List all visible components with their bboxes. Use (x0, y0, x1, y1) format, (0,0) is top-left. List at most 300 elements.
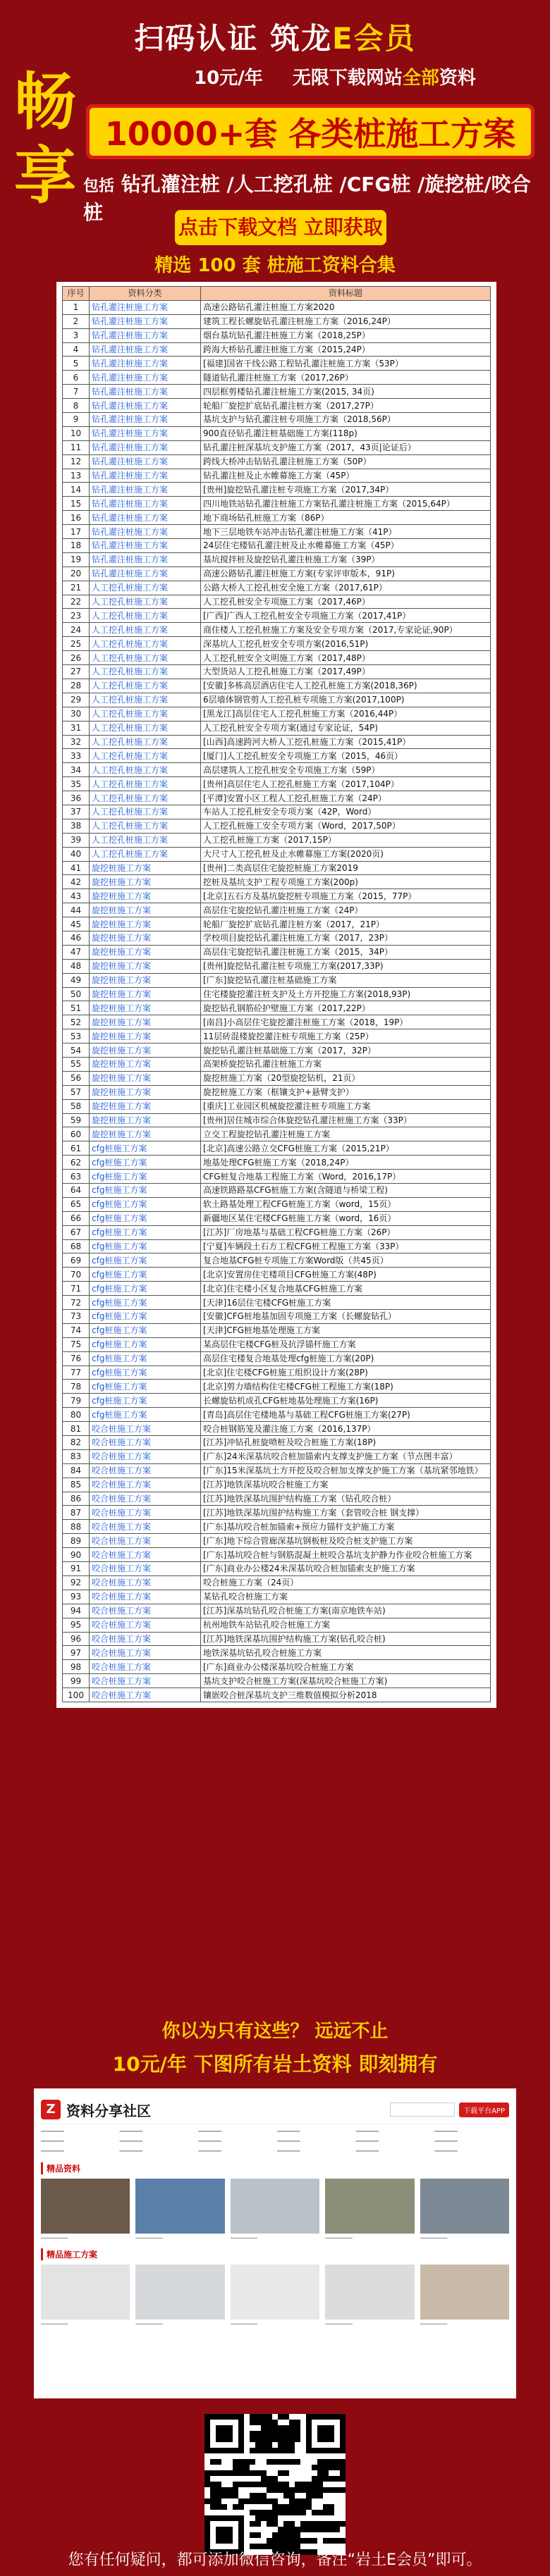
row-index: 82 (63, 1436, 90, 1450)
row-title: 车站人工挖孔桩安全专项方案（42P，Word） (201, 805, 491, 819)
row-index: 60 (63, 1127, 90, 1141)
row-title: 烟台基坑钻孔灌注桩施工方案（2018,25P） (201, 328, 491, 342)
row-category-link[interactable]: 咬合桩施工方案 (90, 1590, 201, 1604)
row-category-link[interactable]: 咬合桩施工方案 (90, 1534, 201, 1548)
qr-module (216, 2487, 221, 2493)
thumbnail-caption-placeholder: ──────── (420, 2321, 448, 2327)
row-index: 77 (63, 1366, 90, 1380)
logo-icon: Z (41, 2100, 61, 2119)
row-category-link[interactable]: 旋挖桩施工方案 (90, 1127, 201, 1141)
row-category-link[interactable]: 人工挖孔桩施工方案 (90, 679, 201, 693)
row-title: [北京]五石方及基坑旋挖桩专项施工方案（2015，77P） (201, 889, 491, 903)
qr-module (295, 2510, 300, 2515)
app-download-button[interactable]: 下载平台APP (459, 2103, 509, 2117)
row-index: 29 (63, 693, 90, 707)
qr-module (283, 2448, 289, 2453)
table-row (63, 721, 491, 735)
row-category-link[interactable]: 咬合桩施工方案 (90, 1422, 201, 1436)
qr-module (261, 2414, 267, 2420)
qr-module (329, 2538, 334, 2544)
row-category-link[interactable]: 钻孔灌注桩施工方案 (90, 539, 201, 553)
table-row (63, 1296, 491, 1310)
row-category-link[interactable]: 旋挖桩施工方案 (90, 1057, 201, 1071)
row-category-link[interactable]: 人工挖孔桩施工方案 (90, 721, 201, 735)
thumbnail-image (135, 2179, 224, 2234)
row-title: [黑龙江]高层住宅人工挖孔桩施工方案（2016,44P） (201, 707, 491, 721)
row-category-link[interactable]: 咬合桩施工方案 (90, 1618, 201, 1632)
row-category-link[interactable]: 旋挖桩施工方案 (90, 945, 201, 959)
qr-finder-pattern (216, 2425, 233, 2442)
qr-module (261, 2498, 267, 2504)
row-category-link[interactable]: 人工挖孔桩施工方案 (90, 735, 201, 749)
row-category-link[interactable]: 旋挖桩施工方案 (90, 1099, 201, 1113)
row-category-link[interactable]: 人工挖孔桩施工方案 (90, 833, 201, 847)
row-category-link[interactable]: 钻孔灌注桩施工方案 (90, 385, 201, 399)
qr-module (221, 2504, 227, 2510)
row-index: 100 (63, 1688, 90, 1702)
table-row (63, 805, 491, 819)
table-row (63, 637, 491, 651)
row-category-link[interactable]: 咬合桩施工方案 (90, 1506, 201, 1520)
qr-module (300, 2487, 306, 2493)
qr-module (238, 2498, 244, 2504)
row-category-link[interactable]: 旋挖桩施工方案 (90, 903, 201, 917)
qr-module (261, 2515, 267, 2521)
qr-module (278, 2459, 283, 2465)
row-category-link[interactable]: 钻孔灌注桩施工方案 (90, 371, 201, 385)
qr-module (272, 2532, 278, 2538)
row-title: 四川地铁站钻孔灌注桩施工方案钻孔灌注桩施工方案（2015,64P） (201, 497, 491, 511)
qr-module (283, 2442, 289, 2448)
row-category-link[interactable]: 咬合桩施工方案 (90, 1632, 201, 1646)
thumbnail-image (325, 2179, 414, 2234)
thumbnail-image (41, 2265, 130, 2320)
row-title: 高架桥旋挖钻孔灌注桩施工方案 (201, 1057, 491, 1071)
qr-module (306, 2493, 312, 2498)
row-category-link[interactable]: 咬合桩施工方案 (90, 1660, 201, 1674)
row-category-link[interactable]: 人工挖孔桩施工方案 (90, 819, 201, 833)
table-row (63, 595, 491, 609)
row-title: [厦门]人工挖孔桩安全专项施工方案（2015，46页） (201, 749, 491, 763)
qr-module (283, 2538, 289, 2544)
qr-module (283, 2487, 289, 2493)
qr-module (329, 2487, 334, 2493)
nav-link-placeholder[interactable]: ────── (276, 2129, 300, 2136)
table-row (63, 1506, 491, 1520)
qr-module (278, 2470, 283, 2476)
download-button[interactable]: 点击下载文档 立即获取 (175, 210, 386, 245)
row-index: 46 (63, 931, 90, 945)
row-category-link[interactable]: 咬合桩施工方案 (90, 1436, 201, 1450)
nav-link-placeholder[interactable]: ────── (119, 2148, 143, 2155)
row-category-link[interactable]: 咬合桩施工方案 (90, 1575, 201, 1590)
nav-link-placeholder[interactable]: ────── (276, 2138, 300, 2145)
qr-module (329, 2521, 334, 2527)
row-category-link[interactable]: 旋挖桩施工方案 (90, 1085, 201, 1099)
nav-link-placeholder[interactable]: ────── (355, 2138, 379, 2145)
thumbnail-image (231, 2179, 319, 2234)
qr-module (323, 2476, 329, 2482)
qr-module (306, 2538, 312, 2544)
table-row (63, 819, 491, 833)
row-title: 人工挖孔桩安全专项方案(通过专家论证，54P) (201, 721, 491, 735)
qr-module (340, 2465, 346, 2470)
row-category-link[interactable]: 咬合桩施工方案 (90, 1492, 201, 1506)
site-nav-links (41, 2124, 509, 2160)
row-category-link[interactable]: 钻孔灌注桩施工方案 (90, 342, 201, 357)
qr-module (300, 2510, 306, 2515)
qr-module (312, 2465, 317, 2470)
nav-link-placeholder[interactable]: ────── (119, 2138, 143, 2145)
qr-module (267, 2515, 272, 2521)
thumbnail-card[interactable] (41, 2179, 130, 2241)
row-category-link[interactable]: cfg桩施工方案 (90, 1323, 201, 1337)
table-row (63, 1646, 491, 1660)
row-index: 72 (63, 1296, 90, 1310)
table-row (63, 1211, 491, 1225)
table-row (63, 525, 491, 539)
nav-link-placeholder[interactable]: ────── (41, 2138, 64, 2145)
row-category-link[interactable]: cfg桩施工方案 (90, 1156, 201, 1170)
table-row (63, 1001, 491, 1015)
nav-link-placeholder[interactable]: ────── (434, 2148, 458, 2155)
row-title: [广东]旋挖钻孔灌注桩基础施工方案 (201, 973, 491, 987)
row-category-link[interactable]: 旋挖桩施工方案 (90, 875, 201, 889)
qr-module (261, 2482, 267, 2487)
row-index: 16 (63, 511, 90, 525)
qr-module (289, 2532, 295, 2538)
section-title-plans: 精品施工方案 (41, 2248, 509, 2260)
site-search-input[interactable] (390, 2103, 455, 2117)
row-index: 69 (63, 1253, 90, 1268)
row-title: [贵州]旋挖钻孔灌注桩专项施工方案(2017,33P) (201, 959, 491, 973)
nav-link-placeholder[interactable]: ────── (434, 2138, 458, 2145)
row-category-link[interactable]: 钻孔灌注桩施工方案 (90, 426, 201, 440)
row-title: 挖桩及基坑支护工程专项施工方案(200p) (201, 875, 491, 889)
qr-module (267, 2414, 272, 2420)
row-category-link[interactable]: 旋挖桩施工方案 (90, 973, 201, 987)
qr-module (210, 2498, 216, 2504)
thumbnail-card[interactable] (420, 2265, 509, 2327)
row-index: 95 (63, 1618, 90, 1632)
nav-link-placeholder[interactable]: ────── (41, 2129, 64, 2136)
row-index: 25 (63, 637, 90, 651)
row-title: 商住楼人工挖孔桩施工方案及安全专项方案（2017,专家论证,90P） (201, 623, 491, 637)
qr-module (323, 2470, 329, 2476)
row-category-link[interactable]: cfg桩施工方案 (90, 1253, 201, 1268)
row-index: 38 (63, 819, 90, 833)
qr-module (204, 2470, 210, 2476)
row-category-link[interactable]: 人工挖孔桩施工方案 (90, 651, 201, 665)
row-category-link[interactable]: 钻孔灌注桩施工方案 (90, 511, 201, 525)
row-category-link[interactable]: 钻孔灌注桩施工方案 (90, 552, 201, 566)
row-category-link[interactable]: cfg桩施工方案 (90, 1310, 201, 1324)
thumbnail-image (231, 2265, 319, 2320)
row-category-link[interactable]: cfg桩施工方案 (90, 1366, 201, 1380)
table-row (63, 1366, 491, 1380)
side-char-2: 享 (13, 139, 76, 212)
thumbnail-card[interactable] (325, 2179, 414, 2241)
qr-module (306, 2482, 312, 2487)
row-title: 24层住宅楼钻孔灌注桩及止水帷幕施工方案（45P） (201, 539, 491, 553)
row-category-link[interactable]: 钻孔灌注桩施工方案 (90, 525, 201, 539)
table-row (63, 861, 491, 875)
qr-module (272, 2431, 278, 2436)
row-category-link[interactable]: 旋挖桩施工方案 (90, 1029, 201, 1044)
row-category-link[interactable]: 钻孔灌注桩施工方案 (90, 497, 201, 511)
row-category-link[interactable]: 旋挖桩施工方案 (90, 959, 201, 973)
row-index: 90 (63, 1548, 90, 1562)
row-category-link[interactable]: 钻孔灌注桩施工方案 (90, 399, 201, 413)
row-category-link[interactable]: 咬合桩施工方案 (90, 1688, 201, 1702)
qr-module (261, 2442, 267, 2448)
row-category-link[interactable]: cfg桩施工方案 (90, 1197, 201, 1211)
row-index: 39 (63, 833, 90, 847)
row-category-link[interactable]: 人工挖孔桩施工方案 (90, 609, 201, 623)
table-row (63, 1170, 491, 1184)
row-category-link[interactable]: 钻孔灌注桩施工方案 (90, 328, 201, 342)
qr-module (300, 2521, 306, 2527)
qr-module (216, 2498, 221, 2504)
row-category-link[interactable]: cfg桩施工方案 (90, 1394, 201, 1408)
qr-module (329, 2465, 334, 2470)
row-title: [北京]剪力墙结构住宅楼CFG桩工程施工方案(18P) (201, 1380, 491, 1394)
row-category-link[interactable]: cfg桩施工方案 (90, 1225, 201, 1239)
row-category-link[interactable]: 钻孔灌注桩施工方案 (90, 566, 201, 581)
qr-module (334, 2465, 340, 2470)
row-title: 旋挖钻孔钢筋砼护壁施工方案（2017,22P） (201, 1001, 491, 1015)
qr-module (278, 2510, 283, 2515)
row-category-link[interactable]: 咬合桩施工方案 (90, 1520, 201, 1534)
qr-module (289, 2493, 295, 2498)
table-row (63, 1113, 491, 1127)
row-category-link[interactable]: 旋挖桩施工方案 (90, 931, 201, 945)
row-title: [江苏]地铁深基坑咬合桩施工方案 (201, 1478, 491, 1492)
row-index: 52 (63, 1015, 90, 1029)
row-title: 高速公路钻孔灌注桩施工方案(专家评审版本，91P) (201, 566, 491, 581)
row-category-link[interactable]: cfg桩施工方案 (90, 1268, 201, 1282)
qr-module (289, 2425, 295, 2431)
row-category-link[interactable]: 钻孔灌注桩施工方案 (90, 440, 201, 454)
row-index: 11 (63, 440, 90, 454)
row-category-link[interactable]: cfg桩施工方案 (90, 1239, 201, 1253)
thumbnail-card[interactable] (41, 2265, 130, 2327)
headline (0, 16, 550, 58)
row-category-link[interactable]: 人工挖孔桩施工方案 (90, 805, 201, 819)
row-category-link[interactable]: cfg桩施工方案 (90, 1170, 201, 1184)
row-category-link[interactable]: 钻孔灌注桩施工方案 (90, 454, 201, 469)
qr-module (334, 2459, 340, 2465)
row-category-link[interactable]: 旋挖桩施工方案 (90, 1071, 201, 1085)
row-title: 公路大桥人工挖孔桩安全施工方案（2017,61P） (201, 581, 491, 595)
table-row (63, 1127, 491, 1141)
row-category-link[interactable]: 人工挖孔桩施工方案 (90, 637, 201, 651)
qr-finder-pattern (317, 2425, 334, 2442)
row-category-link[interactable]: cfg桩施工方案 (90, 1282, 201, 1296)
thumbnail-card[interactable] (325, 2265, 414, 2327)
qr-module (300, 2498, 306, 2504)
row-category-link[interactable]: 咬合桩施工方案 (90, 1674, 201, 1688)
qr-module (323, 2459, 329, 2465)
row-category-link[interactable]: 人工挖孔桩施工方案 (90, 763, 201, 777)
nav-link-placeholder[interactable]: ────── (434, 2129, 458, 2136)
row-title: [贵州]高层住宅人工挖孔桩施工方案（2017,104P） (201, 777, 491, 791)
row-category-link[interactable]: 旋挖桩施工方案 (90, 1015, 201, 1029)
thumbnail-card[interactable] (420, 2179, 509, 2241)
row-category-link[interactable]: 旋挖桩施工方案 (90, 917, 201, 931)
row-category-link[interactable]: 旋挖桩施工方案 (90, 987, 201, 1001)
row-category-link[interactable]: 人工挖孔桩施工方案 (90, 847, 201, 861)
qr-module (306, 2527, 312, 2532)
nav-link-placeholder[interactable]: ────── (198, 2148, 221, 2155)
table-row (63, 1660, 491, 1674)
row-category-link[interactable]: 旋挖桩施工方案 (90, 861, 201, 875)
qr-module (233, 2465, 238, 2470)
row-title: [北京]安置房住宅楼项目CFG桩施工方案(48P) (201, 1268, 491, 1282)
row-title: 旋挖桩施工方案（框镶支护+悬臂支护） (201, 1085, 491, 1099)
row-category-link[interactable]: 咬合桩施工方案 (90, 1562, 201, 1576)
row-title: 立交工程旋挖钻孔灌注桩施工方案 (201, 1127, 491, 1141)
row-index: 30 (63, 707, 90, 721)
row-category-link[interactable]: 咬合桩施工方案 (90, 1449, 201, 1463)
qr-module (317, 2510, 323, 2515)
qr-module (340, 2459, 346, 2465)
row-title: 高层住宅旋挖钻孔灌注桩施工方案（24P） (201, 903, 491, 917)
row-category-link[interactable]: cfg桩施工方案 (90, 1351, 201, 1366)
row-category-link[interactable]: 人工挖孔桩施工方案 (90, 707, 201, 721)
row-category-link[interactable]: cfg桩施工方案 (90, 1337, 201, 1351)
teaser-question: 你以为只有这些？ 远远不止 (161, 2021, 389, 2042)
qr-module (272, 2487, 278, 2493)
nav-link-placeholder[interactable]: ────── (198, 2129, 221, 2136)
row-index: 49 (63, 973, 90, 987)
row-category-link[interactable]: 钻孔灌注桩施工方案 (90, 357, 201, 371)
qr-module (312, 2487, 317, 2493)
row-category-link[interactable]: 人工挖孔桩施工方案 (90, 595, 201, 609)
row-index: 92 (63, 1575, 90, 1590)
row-index: 68 (63, 1239, 90, 1253)
table-row (63, 1282, 491, 1296)
qr-module (255, 2532, 261, 2538)
row-index: 21 (63, 581, 90, 595)
table-row (63, 371, 491, 385)
row-index: 22 (63, 595, 90, 609)
collection-subtitle: 精选 100 套 桩施工资料合集 (154, 255, 396, 276)
row-category-link[interactable]: 钻孔灌注桩施工方案 (90, 300, 201, 314)
row-category-link[interactable]: cfg桩施工方案 (90, 1296, 201, 1310)
row-category-link[interactable]: 人工挖孔桩施工方案 (90, 623, 201, 637)
row-category-link[interactable]: 旋挖桩施工方案 (90, 1113, 201, 1127)
table-row (63, 469, 491, 483)
row-category-link[interactable]: 咬合桩施工方案 (90, 1604, 201, 1618)
row-category-link[interactable]: 钻孔灌注桩施工方案 (90, 314, 201, 328)
row-index: 81 (63, 1422, 90, 1436)
row-index: 48 (63, 959, 90, 973)
thumbnail-card[interactable] (231, 2265, 319, 2327)
row-category-link[interactable]: 人工挖孔桩施工方案 (90, 791, 201, 805)
row-index: 53 (63, 1029, 90, 1044)
row-category-link[interactable]: 旋挖桩施工方案 (90, 1001, 201, 1015)
row-category-link[interactable]: 咬合桩施工方案 (90, 1548, 201, 1562)
table-row (63, 1044, 491, 1058)
row-index: 51 (63, 1001, 90, 1015)
row-category-link[interactable]: 旋挖桩施工方案 (90, 889, 201, 903)
qr-module (329, 2527, 334, 2532)
row-category-link[interactable]: 人工挖孔桩施工方案 (90, 777, 201, 791)
nav-link-placeholder[interactable]: ────── (119, 2129, 143, 2136)
qr-module (329, 2459, 334, 2465)
row-category-link[interactable]: 人工挖孔桩施工方案 (90, 665, 201, 679)
row-category-link[interactable]: 钻孔灌注桩施工方案 (90, 469, 201, 483)
row-category-link[interactable]: 咬合桩施工方案 (90, 1478, 201, 1492)
row-category-link[interactable]: cfg桩施工方案 (90, 1211, 201, 1225)
row-title: 旋挖钻孔灌注桩基础施工方案（2017，32P） (201, 1044, 491, 1058)
qr-module (295, 2532, 300, 2538)
table-row (63, 917, 491, 931)
qr-module (306, 2504, 312, 2510)
banner: 10000+套 各类桩施工方案 (86, 104, 534, 159)
row-category-link[interactable]: cfg桩施工方案 (90, 1141, 201, 1156)
unlimited-b: 资料 (439, 68, 476, 89)
row-index: 1 (63, 300, 90, 314)
row-index: 27 (63, 665, 90, 679)
qr-module (278, 2414, 283, 2420)
table-row (63, 1141, 491, 1156)
row-category-link[interactable]: cfg桩施工方案 (90, 1184, 201, 1198)
table-row (63, 1057, 491, 1071)
nav-link-placeholder[interactable]: ────── (41, 2148, 64, 2155)
row-index: 66 (63, 1211, 90, 1225)
row-category-link[interactable]: 钻孔灌注桩施工方案 (90, 413, 201, 427)
row-title: 建筑工程长螺旋钻孔灌注桩施工方案（2016,24P） (201, 314, 491, 328)
row-index: 33 (63, 749, 90, 763)
row-category-link[interactable]: 钻孔灌注桩施工方案 (90, 483, 201, 497)
row-category-link[interactable]: 人工挖孔桩施工方案 (90, 693, 201, 707)
row-category-link[interactable]: 人工挖孔桩施工方案 (90, 749, 201, 763)
thumbnail-card[interactable] (135, 2179, 224, 2241)
qr-module (278, 2527, 283, 2532)
row-category-link[interactable]: 旋挖桩施工方案 (90, 1044, 201, 1058)
nav-link-placeholder[interactable]: ────── (276, 2148, 300, 2155)
price-line (141, 63, 529, 89)
row-category-link[interactable]: cfg桩施工方案 (90, 1380, 201, 1394)
row-title: [天津]16层住宅楼CFG桩施工方案 (201, 1296, 491, 1310)
qr-module (255, 2470, 261, 2476)
qr-module (255, 2515, 261, 2521)
thumbnail-image (135, 2265, 224, 2320)
row-category-link[interactable]: 咬合桩施工方案 (90, 1463, 201, 1478)
thumbnail-card[interactable] (135, 2265, 224, 2327)
row-index: 99 (63, 1674, 90, 1688)
nav-link-placeholder[interactable]: ────── (198, 2138, 221, 2145)
table-row (63, 1015, 491, 1029)
site-topbar (41, 2095, 509, 2124)
qr-module (255, 2442, 261, 2448)
qr-module (289, 2521, 295, 2527)
thumbnail-card[interactable] (231, 2179, 319, 2241)
row-index: 73 (63, 1310, 90, 1324)
nav-link-placeholder[interactable]: ────── (355, 2129, 379, 2136)
nav-link-placeholder[interactable]: ────── (355, 2148, 379, 2155)
qr-module (317, 2465, 323, 2470)
qr-module (295, 2487, 300, 2493)
row-category-link[interactable]: 人工挖孔桩施工方案 (90, 581, 201, 595)
qr-module (255, 2436, 261, 2442)
row-category-link[interactable]: cfg桩施工方案 (90, 1408, 201, 1422)
row-index: 74 (63, 1323, 90, 1337)
qr-module (216, 2504, 221, 2510)
row-category-link[interactable]: 咬合桩施工方案 (90, 1646, 201, 1660)
